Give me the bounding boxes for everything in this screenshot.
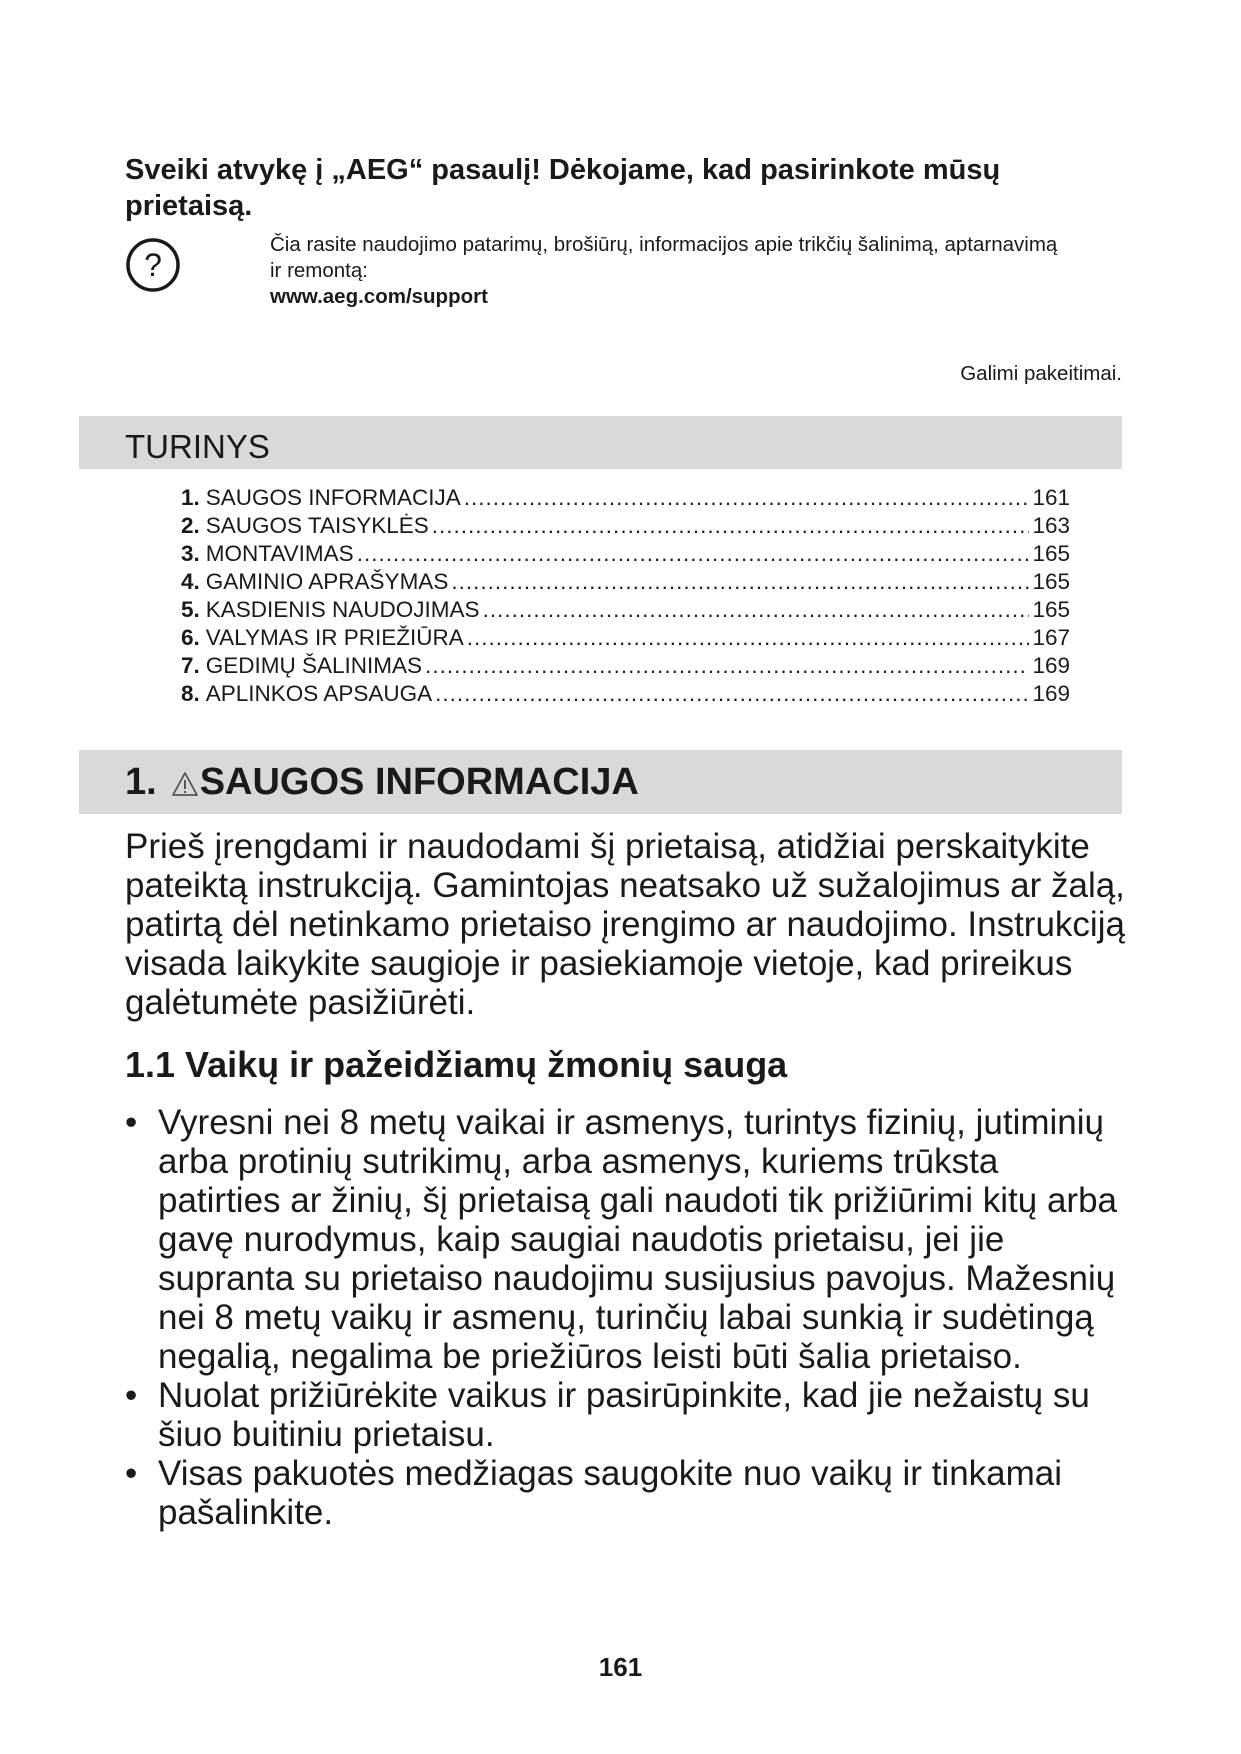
- toc-item-label: APLINKOS APSAUGA: [205, 681, 433, 706]
- toc-item-page: 165: [1032, 597, 1070, 622]
- toc-item-page: 163: [1032, 513, 1070, 538]
- toc-leader-dots: [432, 512, 1030, 540]
- svg-text:?: ?: [144, 247, 162, 283]
- toc-item-label: KASDIENIS NAUDOJIMAS: [205, 597, 480, 622]
- section-number: 1.: [125, 761, 157, 803]
- toc-item-label: MONTAVIMAS: [205, 541, 354, 566]
- safety-bullet-list: [125, 1103, 1130, 1532]
- toc-item-page: 161: [1032, 485, 1070, 510]
- toc-leader-dots: [464, 484, 1030, 512]
- question-circle-icon: [125, 237, 181, 293]
- toc-item-number: 3.: [181, 541, 200, 566]
- toc-item-label: SAUGOS TAISYKLĖS: [205, 513, 429, 538]
- toc-item-number: 7.: [181, 653, 200, 678]
- table-of-contents: [181, 484, 1070, 708]
- section-intro: Prieš įrengdami ir naudodami šį prietaisą, atidžiai perskaitykite pateiktą instrukciją. Gamintojas neatsako už sužalojimus ar žalą, patirtą dėl netinkamo prietaiso įrengimo ar naudojimo. Instrukciją visada laikykite saugioje ir pasiekiamoje vietoje, kad prireikus galėtumėte pasižiūrėti.: [125, 827, 1125, 1022]
- toc-item[interactable]: [181, 484, 1070, 512]
- toc-item-page: 165: [1032, 569, 1070, 594]
- toc-leader-dots: [467, 624, 1030, 652]
- toc-item[interactable]: [181, 624, 1070, 652]
- toc-leader-dots: [425, 652, 1029, 680]
- toc-title: TURINYS: [125, 428, 270, 465]
- toc-leader-dots: [451, 568, 1029, 596]
- toc-leader-dots: [483, 596, 1030, 624]
- toc-item-number: 2.: [181, 513, 200, 538]
- page-number: 161: [598, 1652, 643, 1682]
- toc-item[interactable]: [181, 652, 1070, 680]
- toc-item-number: 6.: [181, 625, 200, 650]
- toc-leader-dots: [435, 680, 1029, 708]
- toc-item[interactable]: [181, 680, 1070, 708]
- list-item: • Visas pakuotės medžiagas saugokite nuo vaikų ir tinkamai pašalinkite.: [125, 1454, 1130, 1532]
- toc-item-number: 8.: [181, 681, 200, 706]
- toc-item-number: 5.: [181, 597, 200, 622]
- toc-item-number: 1.: [181, 485, 200, 510]
- toc-item[interactable]: [181, 596, 1070, 624]
- toc-item[interactable]: [181, 540, 1070, 568]
- toc-item-number: 4.: [181, 569, 200, 594]
- toc-item-label: GEDIMŲ ŠALINIMAS: [205, 653, 423, 678]
- changes-note: Galimi pakeitimai.: [960, 362, 1122, 385]
- list-item: • Nuolat prižiūrėkite vaikus ir pasirūpinkite, kad jie nežaistų su šiuo buitiniu prietaisu.: [125, 1376, 1130, 1454]
- toc-item-page: 165: [1032, 541, 1070, 566]
- list-item: • Vyresni nei 8 metų vaikai ir asmenys, turintys fizinių, jutiminių arba protinių sutrikimų, arba asmenys, kuriems trūksta patirties ar žinių, šį prietaisą gali naudoti tik prižiūrimi kitų arba gavę nurodymus, kaip saugiai naudotis prietaisu, jei jie supranta su prietaiso naudojimu susijusius pavojus. Mažesnių nei 8 metų vaikų ir asmenų, turinčių labai sunkią ir sudėtingą negalią, negalima be priežiūros leisti būti šalia prietaiso.: [125, 1103, 1130, 1376]
- section-title-text: SAUGOS INFORMACIJA: [199, 761, 639, 803]
- warning-triangle-icon: [171, 770, 199, 798]
- toc-item-label: VALYMAS IR PRIEŽIŪRA: [205, 625, 464, 650]
- toc-item-page: 169: [1032, 681, 1070, 706]
- toc-leader-dots: [357, 540, 1030, 568]
- toc-item[interactable]: [181, 568, 1070, 596]
- support-description: Čia rasite naudojimo patarimų, brošiūrų, informacijos apie trikčių šalinimą, aptarnavimą ir remontą:: [270, 233, 1058, 282]
- support-link[interactable]: www.aeg.com/support: [270, 285, 488, 308]
- subsection-title: 1.1 Vaikų ir pažeidžiamų žmonių sauga: [125, 1044, 788, 1085]
- toc-item[interactable]: [181, 512, 1070, 540]
- section-title: [125, 759, 639, 805]
- support-info: [270, 232, 1070, 310]
- toc-item-label: GAMINIO APRAŠYMAS: [205, 569, 449, 594]
- toc-item-page: 167: [1032, 625, 1070, 650]
- toc-item-page: 169: [1032, 653, 1070, 678]
- welcome-heading: Sveiki atvykę į „AEG“ pasaulį! Dėkojame, kad pasirinkote mūsų prietaisą.: [125, 154, 1001, 222]
- toc-item-label: SAUGOS INFORMACIJA: [205, 485, 461, 510]
